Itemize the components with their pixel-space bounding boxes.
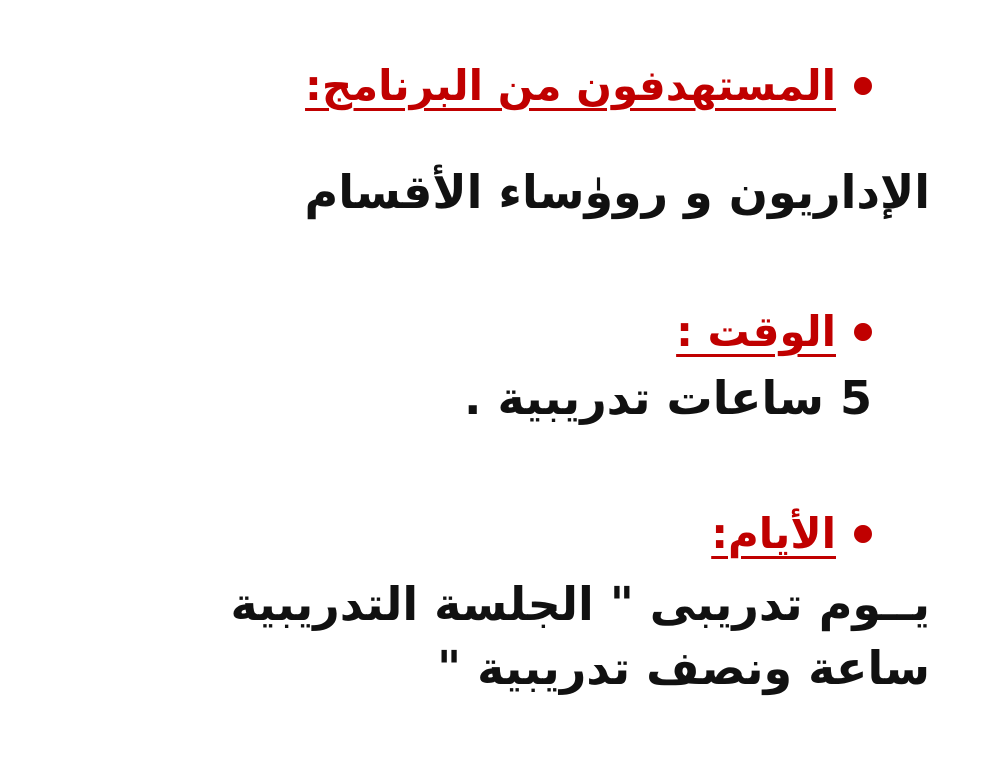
heading-text: الوقت : [676, 307, 836, 356]
bullet-icon [854, 323, 872, 341]
bullet-icon [854, 525, 872, 543]
time-value-text: 5 ساعات تدريبية . [463, 371, 872, 425]
bullet-icon [854, 77, 872, 95]
section-heading-time [676, 304, 872, 360]
section-heading-days [711, 506, 872, 562]
heading-text: الأيام: [711, 509, 836, 558]
days-text-line-2: ساعة ونصف تدريبية " [437, 641, 930, 695]
heading-text: المستهدفون من البرنامج: [305, 61, 836, 110]
target-audience-text: الإداريون و رووٰساء الأقسام [304, 165, 930, 219]
days-text-line-1: يــوم تدريبى " الجلسة التدريبية [230, 577, 930, 631]
section-heading-target-audience [305, 58, 872, 114]
